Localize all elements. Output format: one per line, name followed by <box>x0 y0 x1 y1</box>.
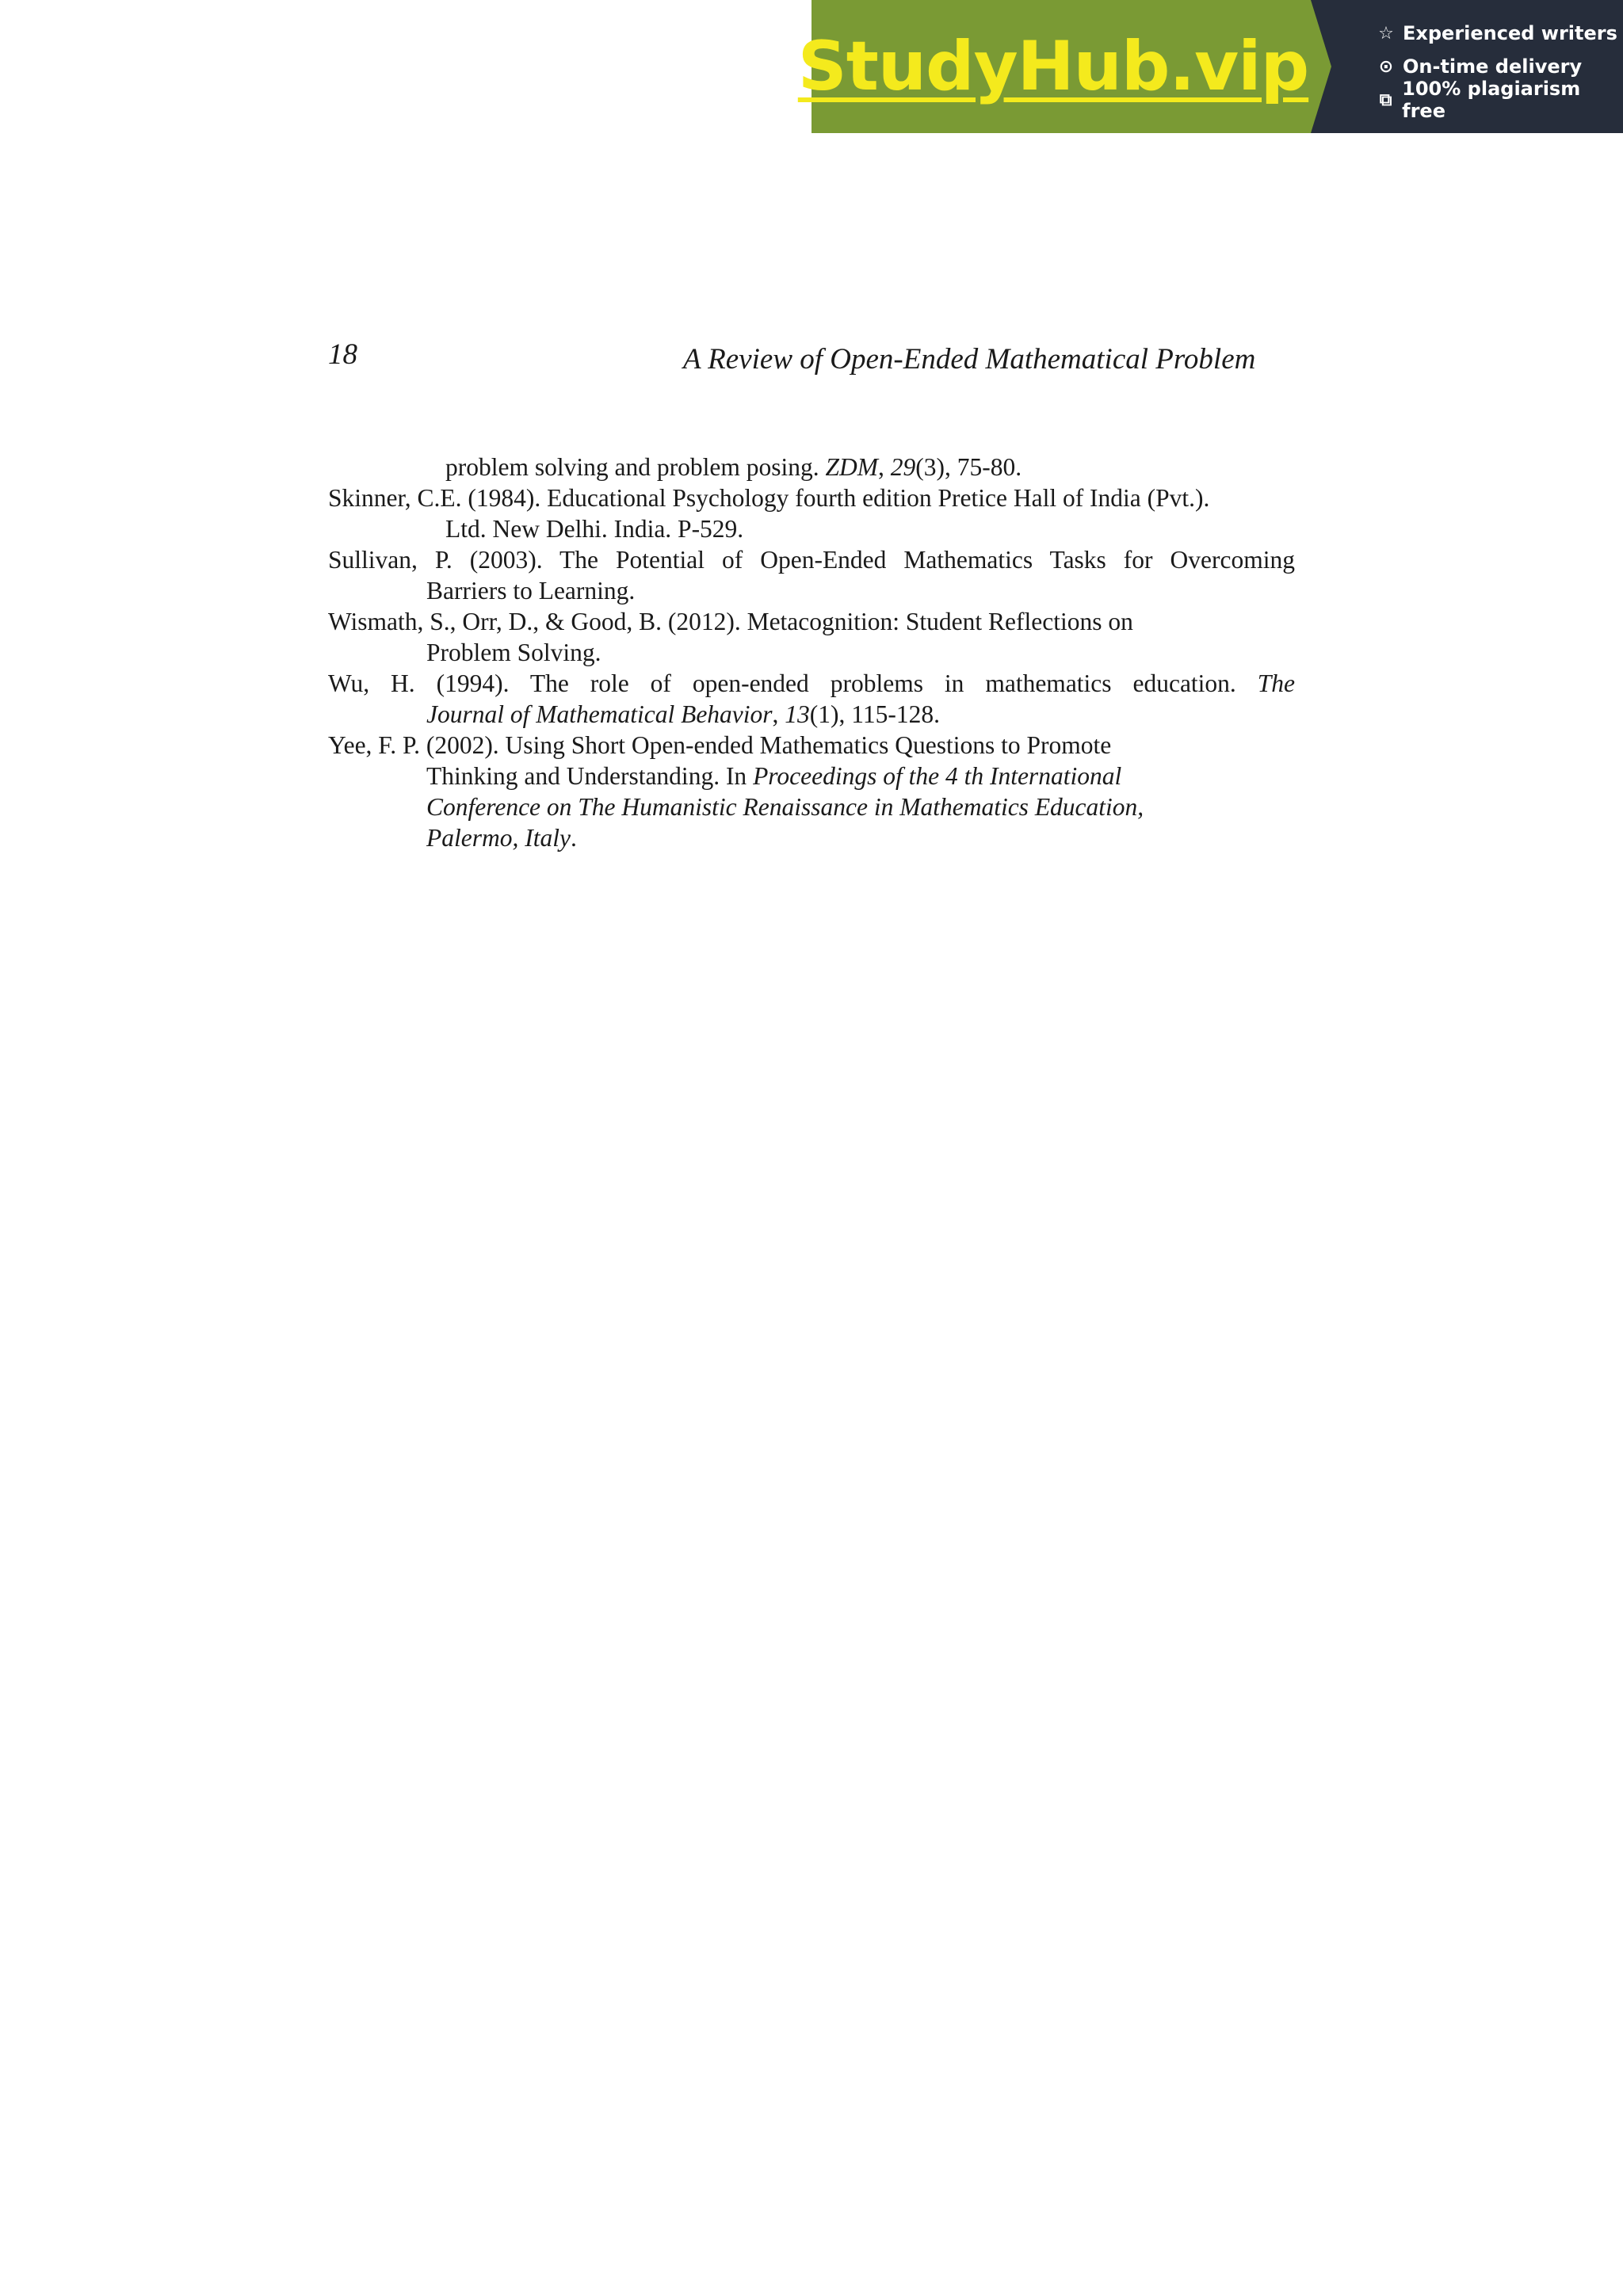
reference-line: Journal of Mathematical Behavior, 13(1), 115-128. <box>426 700 940 728</box>
proceedings-location: Palermo, Italy <box>426 824 571 852</box>
proceedings-title: Proceedings of the 4 th International <box>753 762 1122 790</box>
volume-number: 13 <box>785 700 810 728</box>
reference-list <box>328 452 1295 853</box>
reference-entry <box>328 452 1295 482</box>
reference-entry <box>328 606 1295 668</box>
reference-entry <box>328 730 1295 853</box>
page-number: 18 <box>328 338 357 371</box>
reference-line: Barriers to Learning. <box>426 577 636 605</box>
reference-entry <box>328 482 1295 544</box>
feature-item <box>1376 20 1623 47</box>
feature-label: Experienced writers <box>1403 22 1617 44</box>
reference-line: Skinner, C.E. (1984). Educational Psychology fourth edition Pretice Hall of India (Pvt.). <box>328 484 1210 512</box>
feature-list <box>1311 0 1623 133</box>
reference-line: Ltd. New Delhi. India. P-529. <box>445 515 744 543</box>
feature-item <box>1376 53 1623 80</box>
journal-title: The <box>1257 669 1295 697</box>
copy-icon: ⧉ <box>1379 90 1392 110</box>
reference-line: Palermo, Italy. <box>426 824 577 852</box>
journal-title: ZDM <box>825 453 878 481</box>
reference-line: Problem Solving. <box>426 639 601 666</box>
brand-name: StudyHub.vip <box>797 27 1309 106</box>
feature-label: 100% plagiarism free <box>1402 78 1581 122</box>
star-icon: ☆ <box>1378 23 1394 44</box>
reference-line: Wismath, S., Orr, D., & Good, B. (2012). Metacognition: Student Reflections on <box>328 608 1133 635</box>
feature-label: On-time delivery <box>1403 55 1583 78</box>
reference-line <box>328 791 1295 822</box>
volume-number: 29 <box>890 453 916 481</box>
reference-line: Yee, F. P. (2002). Using Short Open-ended Mathematics Questions to Promote <box>328 731 1112 759</box>
feature-item <box>1376 78 1623 122</box>
reference-entry <box>328 668 1295 730</box>
reference-line: Wu, H. (1994). The role of open-ended problems in mathematics education. The <box>328 669 1295 697</box>
reference-line: Sullivan, P. (2003). The Potential of Open-Ended Mathematics Tasks for Overcoming <box>328 546 1295 574</box>
journal-title: Journal of Mathematical Behavior <box>426 700 773 728</box>
running-title: A Review of Open-Ended Mathematical Problem <box>683 343 1256 376</box>
reference-line: Thinking and Understanding. In Proceedings of the 4 th International <box>426 762 1122 790</box>
ad-banner[interactable] <box>797 0 1623 133</box>
reference-entry <box>328 544 1295 606</box>
brand-logo[interactable] <box>797 0 1311 133</box>
clock-icon: ⊙ <box>1378 56 1394 77</box>
reference-line: problem solving and problem posing. ZDM, 29(3), 75-80. <box>445 453 1022 481</box>
proceedings-title: Conference on The Humanistic Renaissance in Mathematics Education, <box>426 793 1144 821</box>
